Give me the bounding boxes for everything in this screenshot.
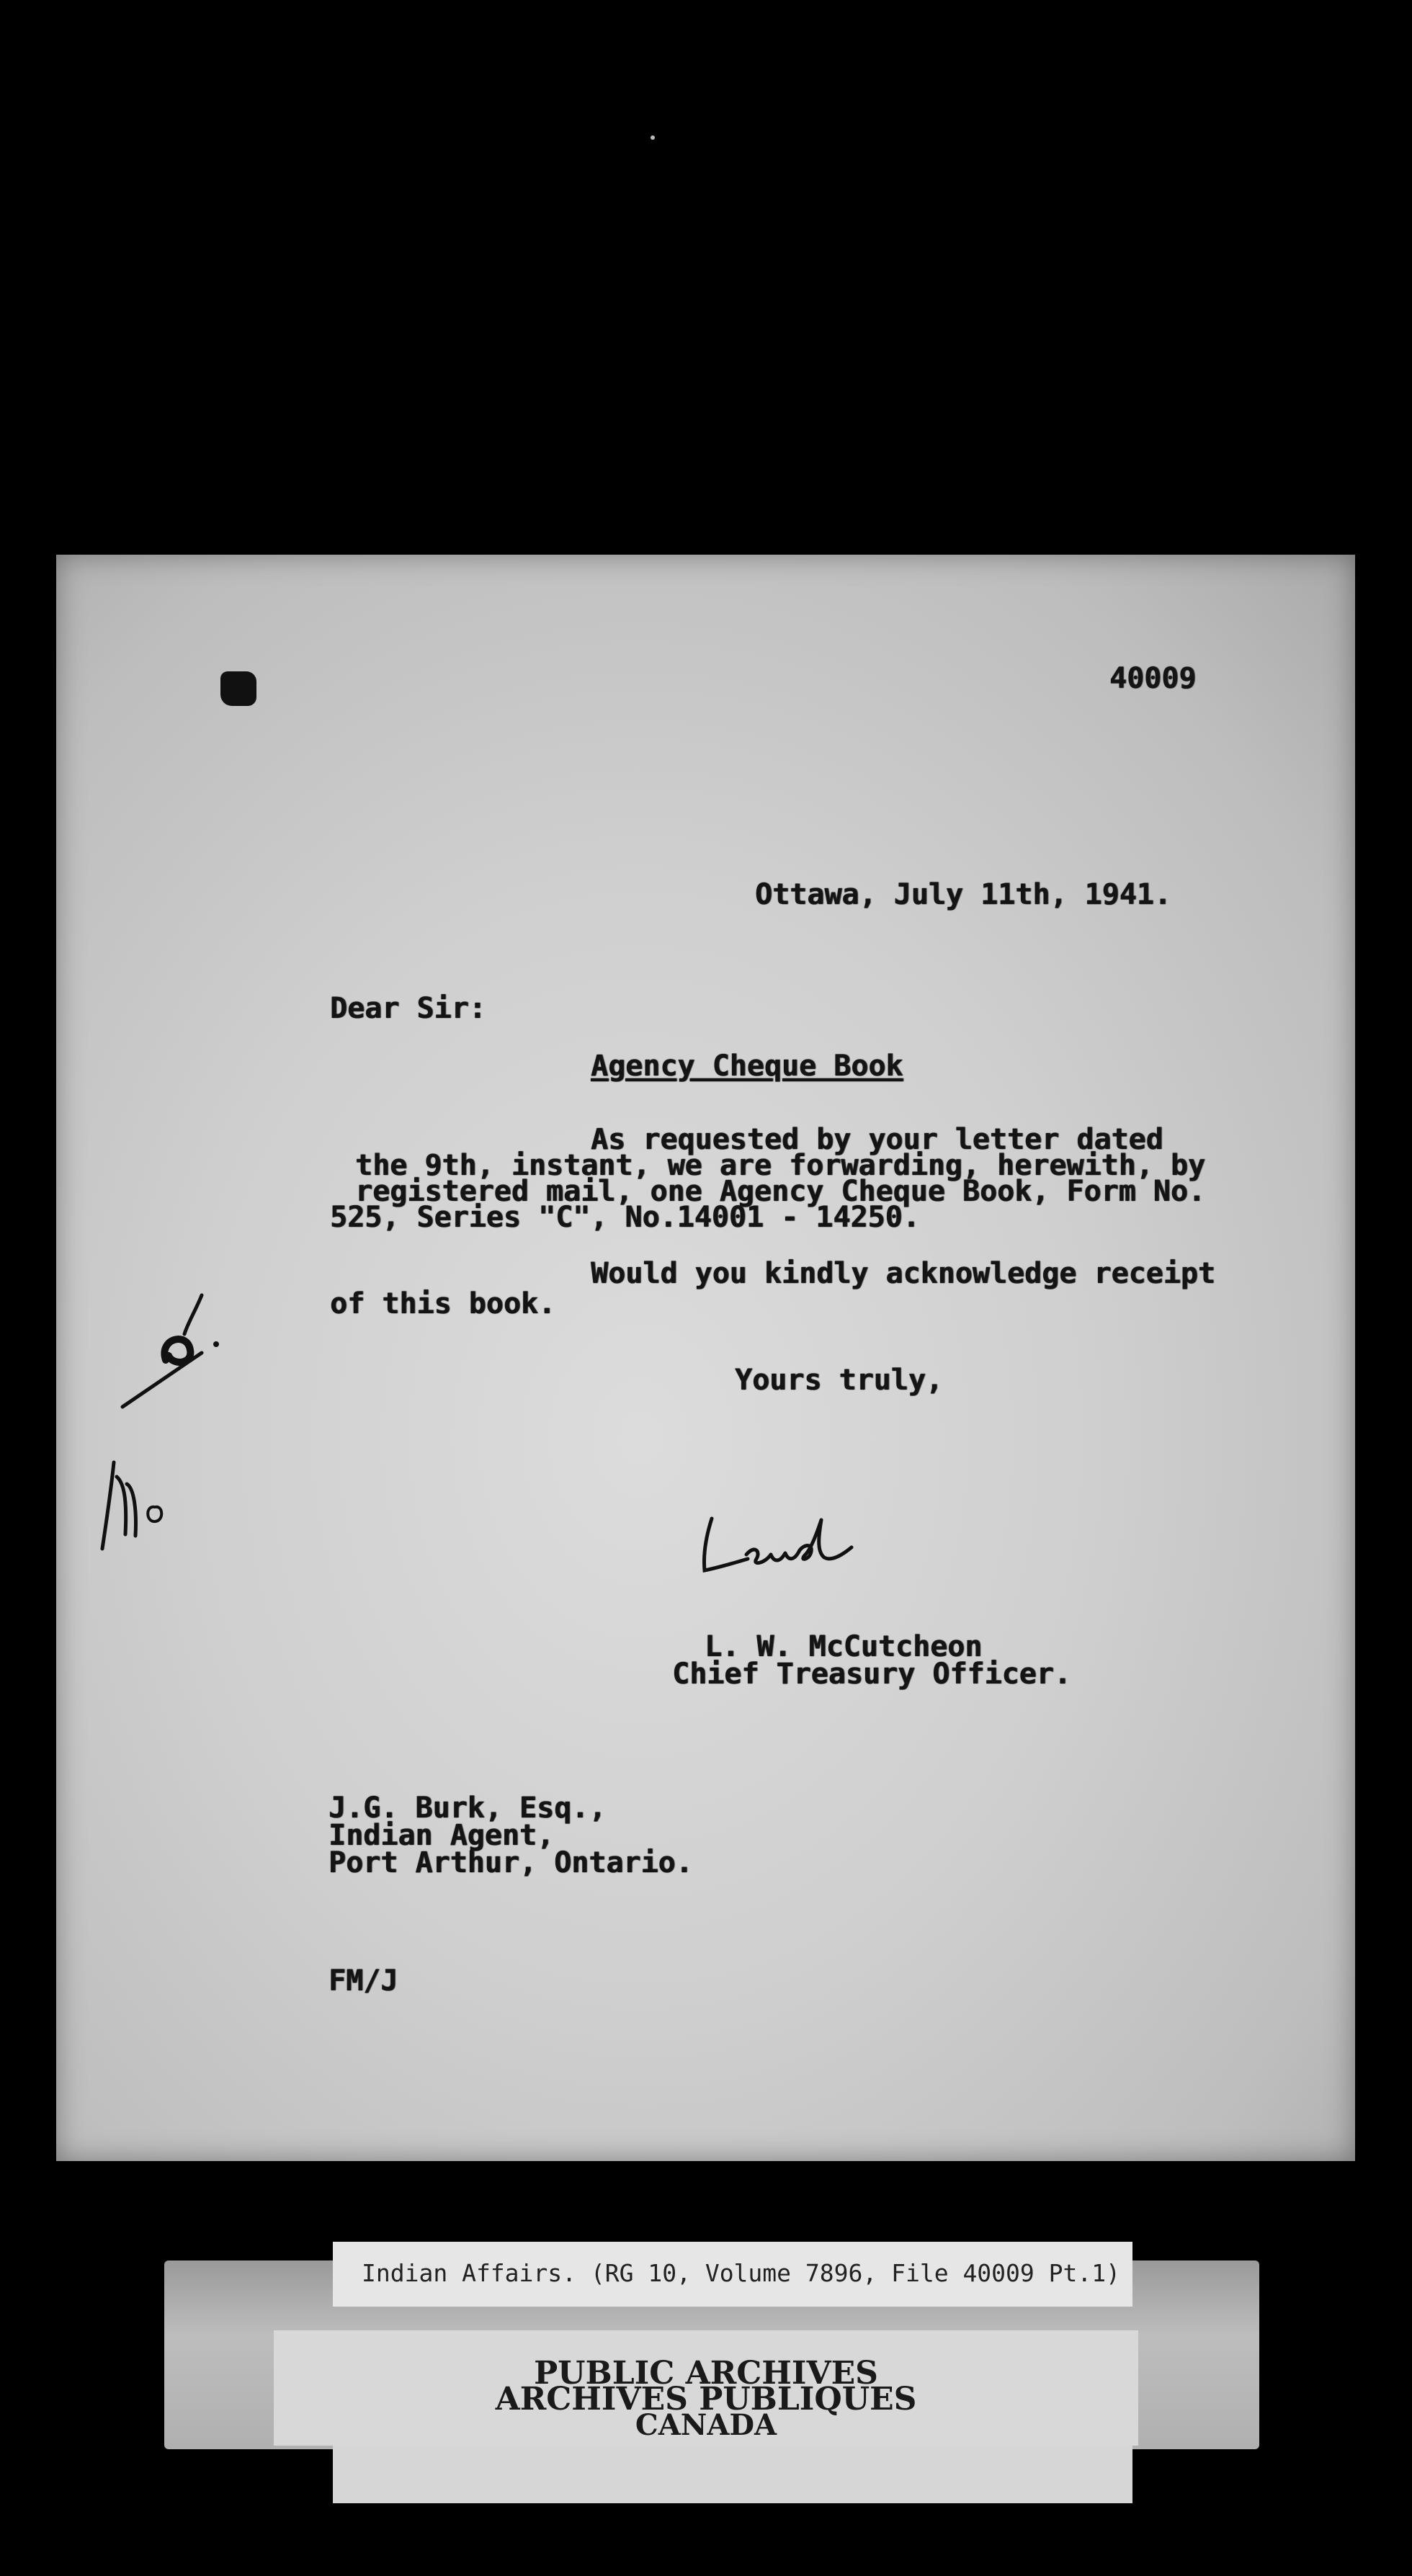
signature xyxy=(690,1504,870,1583)
body-line-3: registered mail, one Agency Cheque Book, Form No. xyxy=(355,1175,1206,1208)
margin-initials-mark xyxy=(92,1455,200,1563)
reference-initials: FM/J xyxy=(329,1964,398,1998)
body-line-4: 525, Series "C", No.14001 - 14250. xyxy=(330,1201,920,1234)
subject-line: Agency Cheque Book xyxy=(591,1050,903,1083)
signatory-name: L. W. McCutcheon xyxy=(705,1630,983,1663)
addressee-line-2: Indian Agent, xyxy=(329,1819,555,1852)
speck xyxy=(651,135,655,140)
addressee-line-1: J.G. Burk, Esq., xyxy=(329,1792,607,1825)
letter-page xyxy=(56,555,1355,2161)
margin-checkmark-mark xyxy=(115,1281,231,1410)
punch-hole xyxy=(220,671,256,706)
file-number: 40009 xyxy=(1109,662,1197,695)
stamp-line-2: ARCHIVES PUBLIQUES xyxy=(495,2381,917,2418)
closing: Yours truly, xyxy=(735,1364,943,1397)
archive-citation: Indian Affairs. (RG 10, Volume 7896, File 40009 Pt.1) xyxy=(362,2259,1120,2287)
stamp-line-3: CANADA xyxy=(635,2408,777,2442)
request-line-1: Would you kindly acknowledge receipt xyxy=(591,1257,1215,1290)
archive-stamp-strip xyxy=(274,2330,1138,2446)
body-line-2: the 9th, instant, we are forwarding, herewith, by xyxy=(355,1149,1206,1182)
archive-lower-strip xyxy=(333,2446,1132,2503)
body-line-1: As requested by your letter dated xyxy=(591,1123,1163,1156)
addressee-line-3: Port Arthur, Ontario. xyxy=(329,1846,693,1879)
signatory-title: Chief Treasury Officer. xyxy=(672,1658,1071,1691)
salutation: Dear Sir: xyxy=(330,992,486,1025)
stamp-line-1: PUBLIC ARCHIVES xyxy=(534,2355,878,2392)
dateline: Ottawa, July 11th, 1941. xyxy=(755,878,1171,911)
request-line-2: of this book. xyxy=(330,1287,556,1320)
archive-citation-strip xyxy=(333,2242,1132,2307)
